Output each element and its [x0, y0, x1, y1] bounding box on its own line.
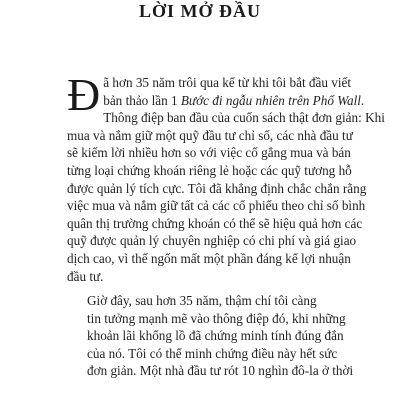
- text-line: khoản lãi khổng lồ đã chứng minh tính đúng đắn: [87, 328, 344, 344]
- text-line: từng loại chứng khoán riêng lẻ hoặc các quỹ tương hỗ: [67, 162, 352, 178]
- text-line: được quản lý tích cực. Tôi đã khẳng định chắc chắn rằng: [67, 180, 367, 196]
- text-line: việc mua và nắm giữ tất cả các cổ phiếu theo chỉ số bình: [67, 198, 366, 214]
- text-line: [67, 92, 365, 110]
- paragraph-1-opening: [67, 74, 365, 109]
- text-line: dịch cao, vì thế ngốn mất một phần đáng kể lợi nhuận: [67, 250, 351, 266]
- text-fragment: bản thảo lần 1: [103, 92, 181, 108]
- text-line: quân thị trường chứng khoán có thể sẽ hiệu quả hơn các: [67, 215, 363, 231]
- paragraph-1: [67, 69, 385, 285]
- text-line: đơn giản. Một nhà đầu tư rót 10 nghìn đô-la ở thời: [87, 363, 354, 379]
- page-title: LỜI MỞ ĐẦU: [139, 1, 261, 21]
- paragraph-2: [67, 292, 357, 380]
- text-line: Thông điệp ban đầu của cuốn sách thật đơn giản: Khi: [103, 110, 385, 126]
- text-line: của nó. Tôi có thể minh chứng điều này hết sức: [87, 345, 338, 361]
- drop-cap: Đ: [67, 69, 101, 120]
- text-line: ã hơn 35 năm trôi qua kể từ khi tôi bắt đầu viết: [103, 75, 352, 90]
- text-line: quỹ được quản lý chuyên nghiệp có chi phí và giá giao: [67, 233, 357, 249]
- text-line: đầu tư.: [67, 268, 104, 284]
- text-line: tin tưởng mạnh mẽ vào thông điệp đó, khi những: [87, 310, 346, 326]
- text-line: sẽ kiếm lời nhiều hơn so với việc cố gắng mua và bán: [67, 145, 351, 161]
- text-line: mua và nắm giữ một quỹ đầu tư chỉ số, các nhà đầu tư: [67, 127, 353, 143]
- text-fragment: .: [360, 92, 365, 108]
- book-title: Bước đi ngẫu nhiên trên Phố Wall: [180, 92, 361, 108]
- text-line: Giờ đây, sau hơn 35 năm, thậm chí tôi càng: [87, 293, 317, 308]
